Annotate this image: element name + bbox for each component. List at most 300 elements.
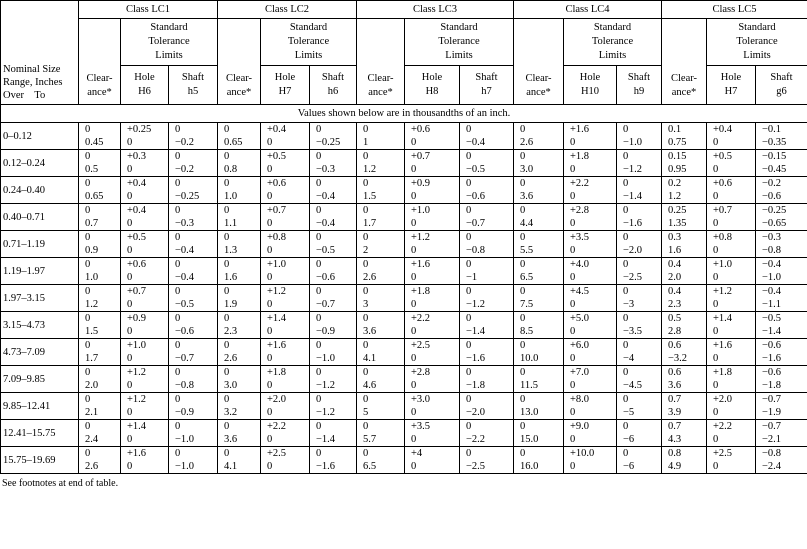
size-range-cell: 1.97–3.15 [1, 285, 79, 312]
value-lower: −3.2 [668, 352, 688, 364]
hole-header: Hole H8 [405, 66, 460, 105]
value-cell [79, 123, 121, 150]
value-lower: 0 [713, 190, 719, 202]
value-cell [310, 258, 357, 285]
size-range-cell: 0.40–0.71 [1, 204, 79, 231]
value-upper: 0 [363, 258, 369, 270]
value-lower: −0.9 [316, 325, 336, 337]
value-cell [662, 285, 707, 312]
value-cell [169, 123, 218, 150]
value-lower: −2.2 [466, 433, 486, 445]
value-upper: 0 [85, 366, 91, 378]
value-upper: +2.8 [411, 366, 431, 378]
value-lower: −0.6 [762, 190, 782, 202]
value-cell [662, 231, 707, 258]
value-cell [617, 393, 662, 420]
value-cell [310, 393, 357, 420]
value-upper: 0 [85, 204, 91, 216]
value-lower: −1.0 [175, 460, 195, 472]
value-upper: 0 [363, 312, 369, 324]
value-upper: 0 [85, 231, 91, 243]
value-upper: 0 [175, 204, 181, 216]
value-cell [261, 150, 310, 177]
value-upper: +2.2 [411, 312, 431, 324]
standard-tolerance-header: Standard Tolerance Limits [707, 19, 807, 66]
value-upper: 0 [85, 447, 91, 459]
value-lower: 7.5 [520, 298, 534, 310]
value-lower: 0 [127, 352, 133, 364]
value-cell [617, 123, 662, 150]
table-row [1, 123, 807, 150]
value-upper: 0 [316, 123, 322, 135]
value-upper: 0.6 [668, 339, 682, 351]
value-lower: −1.0 [623, 136, 643, 148]
value-lower: 8.5 [520, 325, 534, 337]
value-cell [460, 150, 514, 177]
value-upper: 0 [363, 150, 369, 162]
value-lower: −1.6 [623, 217, 643, 229]
value-cell [662, 366, 707, 393]
value-lower: 0.9 [85, 244, 99, 256]
value-lower: −6 [623, 433, 635, 445]
value-upper: 0.7 [668, 393, 682, 405]
value-lower: −0.4 [175, 271, 195, 283]
value-cell [121, 366, 169, 393]
value-upper: 0 [623, 420, 629, 432]
value-upper: +2.5 [713, 447, 733, 459]
value-lower: 1.7 [85, 352, 99, 364]
value-lower: −3.5 [623, 325, 643, 337]
value-cell [310, 177, 357, 204]
value-cell [121, 312, 169, 339]
value-upper: 0 [175, 123, 181, 135]
value-upper: 0 [466, 339, 472, 351]
value-upper: 0 [85, 177, 91, 189]
value-upper: 0 [466, 366, 472, 378]
value-lower: 0.75 [668, 136, 687, 148]
value-cell [357, 447, 405, 474]
value-lower: 0 [127, 406, 133, 418]
value-cell [514, 258, 564, 285]
value-lower: 2 [363, 244, 369, 256]
value-lower: 0 [267, 163, 273, 175]
value-cell [169, 231, 218, 258]
value-upper: 0 [466, 258, 472, 270]
value-upper: 0 [175, 339, 181, 351]
value-lower: −5 [623, 406, 635, 418]
value-cell [79, 150, 121, 177]
value-lower: 2.1 [85, 406, 99, 418]
value-lower: 0 [267, 379, 273, 391]
value-upper: 0 [363, 420, 369, 432]
value-upper: 0 [175, 258, 181, 270]
value-lower: 6.5 [363, 460, 377, 472]
value-lower: 3.6 [363, 325, 377, 337]
value-cell [707, 393, 756, 420]
value-lower: 2.0 [668, 271, 682, 283]
value-upper: +1.2 [127, 393, 147, 405]
value-cell [405, 204, 460, 231]
value-upper: 0 [224, 204, 230, 216]
value-lower: 0 [570, 325, 576, 337]
value-upper: +0.4 [127, 177, 147, 189]
value-lower: −1.8 [762, 379, 782, 391]
value-lower: 0 [127, 433, 133, 445]
value-lower: −1.0 [175, 433, 195, 445]
value-cell [662, 393, 707, 420]
value-lower: 0 [267, 352, 273, 364]
value-cell [169, 150, 218, 177]
value-cell [405, 258, 460, 285]
value-cell [756, 204, 807, 231]
value-lower: 0 [267, 325, 273, 337]
value-cell [564, 258, 617, 285]
value-cell [756, 366, 807, 393]
value-lower: 0 [570, 271, 576, 283]
nominal-size-header: Nominal Size Range, Inches Over To [1, 1, 79, 105]
value-upper: +1.2 [127, 366, 147, 378]
value-lower: 0 [127, 136, 133, 148]
value-upper: 0.25 [668, 204, 687, 216]
value-cell [121, 123, 169, 150]
value-cell [662, 177, 707, 204]
value-upper: +0.25 [127, 123, 152, 135]
value-upper: +1.2 [411, 231, 431, 243]
value-lower: 0 [713, 298, 719, 310]
value-cell [756, 285, 807, 312]
value-upper: 0 [316, 204, 322, 216]
value-lower: −0.4 [175, 244, 195, 256]
shaft-header: Shaft h5 [169, 66, 218, 105]
value-lower: 0 [713, 406, 719, 418]
value-upper: 0 [466, 150, 472, 162]
value-lower: 2.6 [363, 271, 377, 283]
value-lower: 0 [411, 217, 417, 229]
value-cell [617, 204, 662, 231]
value-cell [357, 204, 405, 231]
size-range-cell: 0–0.12 [1, 123, 79, 150]
value-lower: 3 [363, 298, 369, 310]
value-lower: 10.0 [520, 352, 539, 364]
shaft-header: Shaft g6 [756, 66, 807, 105]
shaft-header: Shaft h6 [310, 66, 357, 105]
value-cell [357, 366, 405, 393]
standard-tolerance-header: Standard Tolerance Limits [261, 19, 357, 66]
size-range-cell: 0.24–0.40 [1, 177, 79, 204]
value-upper: +1.2 [267, 285, 287, 297]
value-upper: 0 [224, 285, 230, 297]
value-upper: +0.3 [127, 150, 147, 162]
value-upper: 0 [175, 312, 181, 324]
value-cell [261, 231, 310, 258]
value-cell [460, 447, 514, 474]
value-upper: +4.0 [570, 258, 590, 270]
value-upper: +2.0 [713, 393, 733, 405]
value-lower: 0 [267, 406, 273, 418]
value-upper: +0.8 [267, 231, 287, 243]
value-lower: 0 [267, 217, 273, 229]
value-upper: 0 [316, 177, 322, 189]
value-cell [617, 177, 662, 204]
value-lower: 2.3 [224, 325, 238, 337]
value-upper: +2.2 [267, 420, 287, 432]
hole-header: Hole H7 [261, 66, 310, 105]
value-lower: 2.3 [668, 298, 682, 310]
value-cell [121, 420, 169, 447]
value-cell [405, 150, 460, 177]
value-lower: 3.6 [520, 190, 534, 202]
value-lower: 3.0 [224, 379, 238, 391]
value-cell [261, 420, 310, 447]
value-upper: 0 [224, 258, 230, 270]
value-lower: −0.35 [762, 136, 787, 148]
value-upper: 0 [363, 285, 369, 297]
value-cell [218, 447, 261, 474]
value-upper: 0 [520, 366, 526, 378]
value-cell [514, 312, 564, 339]
value-lower: −2.0 [623, 244, 643, 256]
value-cell [169, 420, 218, 447]
value-upper: 0 [466, 312, 472, 324]
value-cell [218, 204, 261, 231]
value-upper: 0 [520, 204, 526, 216]
value-upper: +1.8 [713, 366, 733, 378]
value-cell [310, 339, 357, 366]
value-upper: 0 [623, 339, 629, 351]
value-upper: 0 [623, 285, 629, 297]
value-lower: −1.2 [466, 298, 486, 310]
value-lower: 0 [411, 433, 417, 445]
value-upper: 0 [224, 312, 230, 324]
value-upper: +1.6 [411, 258, 431, 270]
value-upper: +0.6 [127, 258, 147, 270]
value-lower: 5.5 [520, 244, 534, 256]
value-upper: 0.1 [668, 123, 682, 135]
value-cell [662, 420, 707, 447]
value-cell [460, 285, 514, 312]
value-cell [514, 420, 564, 447]
value-cell [310, 366, 357, 393]
value-cell [218, 366, 261, 393]
value-upper: 0 [520, 123, 526, 135]
value-cell [564, 204, 617, 231]
value-lower: 1.2 [363, 163, 377, 175]
value-lower: 1.3 [224, 244, 238, 256]
value-cell [405, 285, 460, 312]
table-row [1, 258, 807, 285]
size-range-cell: 15.75–19.69 [1, 447, 79, 474]
value-cell [617, 339, 662, 366]
value-lower: −0.4 [316, 217, 336, 229]
value-upper: 0 [224, 150, 230, 162]
clearance-header: Clear- ance* [514, 19, 564, 105]
value-upper: +0.6 [267, 177, 287, 189]
value-lower: 1.6 [224, 271, 238, 283]
table-row [1, 393, 807, 420]
value-upper: −0.6 [762, 366, 782, 378]
value-upper: +0.7 [127, 285, 147, 297]
value-upper: −0.5 [762, 312, 782, 324]
value-lower: 0 [713, 460, 719, 472]
value-cell [460, 258, 514, 285]
value-upper: −0.1 [762, 123, 782, 135]
value-lower: 16.0 [520, 460, 539, 472]
value-upper: 0 [224, 393, 230, 405]
value-upper: −0.4 [762, 258, 782, 270]
value-upper: 0 [363, 204, 369, 216]
value-cell [514, 393, 564, 420]
value-upper: +3.5 [411, 420, 431, 432]
value-upper: 0 [316, 393, 322, 405]
value-lower: 0 [713, 136, 719, 148]
value-lower: −1.6 [466, 352, 486, 364]
value-lower: 0 [267, 460, 273, 472]
value-lower: −1 [466, 271, 478, 283]
value-lower: −0.4 [466, 136, 486, 148]
value-lower: −0.25 [175, 190, 200, 202]
value-lower: −1.0 [316, 352, 336, 364]
value-lower: −1.4 [623, 190, 643, 202]
size-range-cell: 12.41–15.75 [1, 420, 79, 447]
value-upper: 0 [520, 285, 526, 297]
value-cell [662, 204, 707, 231]
value-lower: 1 [363, 136, 369, 148]
value-upper: +3.5 [570, 231, 590, 243]
value-upper: 0.4 [668, 285, 682, 297]
value-lower: 2.8 [668, 325, 682, 337]
hole-header: Hole H6 [121, 66, 169, 105]
value-cell [357, 258, 405, 285]
value-upper: 0 [316, 150, 322, 162]
value-upper: 0 [520, 312, 526, 324]
value-cell [514, 150, 564, 177]
value-cell [79, 231, 121, 258]
value-upper: 0 [363, 123, 369, 135]
value-upper: 0 [175, 366, 181, 378]
class-header: Class LC1 [79, 1, 218, 19]
value-cell [564, 231, 617, 258]
value-upper: −0.25 [762, 204, 787, 216]
value-upper: 0 [85, 312, 91, 324]
value-upper: 0 [466, 447, 472, 459]
value-upper: 0.2 [668, 177, 682, 189]
value-lower: −1.9 [762, 406, 782, 418]
value-upper: +4.5 [570, 285, 590, 297]
value-cell [756, 447, 807, 474]
value-upper: 0 [224, 420, 230, 432]
value-cell [405, 420, 460, 447]
value-lower: −0.8 [466, 244, 486, 256]
class-header: Class LC5 [662, 1, 807, 19]
value-cell [169, 258, 218, 285]
value-cell [564, 366, 617, 393]
value-upper: 0 [520, 231, 526, 243]
value-cell [662, 339, 707, 366]
value-cell [564, 393, 617, 420]
value-upper: 0 [363, 393, 369, 405]
value-cell [218, 393, 261, 420]
value-lower: −0.8 [762, 244, 782, 256]
value-cell [460, 339, 514, 366]
value-lower: 0 [127, 244, 133, 256]
value-lower: 0 [267, 298, 273, 310]
value-cell [707, 339, 756, 366]
value-lower: −0.3 [316, 163, 336, 175]
value-cell [121, 231, 169, 258]
value-cell [460, 177, 514, 204]
value-upper: +0.7 [411, 150, 431, 162]
value-cell [707, 177, 756, 204]
value-cell [169, 285, 218, 312]
value-lower: 0 [267, 271, 273, 283]
value-cell [405, 177, 460, 204]
value-cell [79, 258, 121, 285]
value-lower: 4.1 [224, 460, 238, 472]
value-cell [261, 447, 310, 474]
value-lower: 0 [127, 217, 133, 229]
value-lower: 2.6 [520, 136, 534, 148]
value-cell [218, 420, 261, 447]
value-cell [564, 420, 617, 447]
value-lower: −1.1 [762, 298, 782, 310]
value-upper: +5.0 [570, 312, 590, 324]
value-upper: 0.6 [668, 366, 682, 378]
value-cell [564, 339, 617, 366]
value-lower: −1.2 [623, 163, 643, 175]
value-upper: +1.2 [713, 285, 733, 297]
value-lower: 0 [570, 460, 576, 472]
value-upper: 0 [363, 339, 369, 351]
value-upper: 0 [466, 420, 472, 432]
hole-header: Hole H10 [564, 66, 617, 105]
value-lower: 0 [267, 433, 273, 445]
value-lower: 0 [570, 379, 576, 391]
value-lower: 0 [411, 190, 417, 202]
value-upper: +1.8 [267, 366, 287, 378]
value-cell [617, 420, 662, 447]
value-upper: 0 [175, 393, 181, 405]
value-lower: −1.2 [316, 379, 336, 391]
value-upper: 0 [224, 339, 230, 351]
value-cell [460, 393, 514, 420]
value-upper: 0 [623, 204, 629, 216]
value-upper: 0.5 [668, 312, 682, 324]
size-range-cell: 0.12–0.24 [1, 150, 79, 177]
value-cell [121, 177, 169, 204]
value-lower: −0.6 [175, 325, 195, 337]
value-upper: +0.9 [411, 177, 431, 189]
value-lower: 0 [570, 163, 576, 175]
value-cell [514, 285, 564, 312]
value-cell [261, 366, 310, 393]
value-cell [310, 123, 357, 150]
value-upper: 0 [85, 150, 91, 162]
table-row [1, 150, 807, 177]
table-row [1, 312, 807, 339]
value-upper: +2.2 [713, 420, 733, 432]
value-lower: 0 [570, 136, 576, 148]
value-cell [707, 312, 756, 339]
value-lower: 1.1 [224, 217, 238, 229]
value-cell [169, 366, 218, 393]
value-upper: +3.0 [411, 393, 431, 405]
value-cell [121, 204, 169, 231]
value-upper: 0 [363, 231, 369, 243]
value-cell [756, 177, 807, 204]
value-upper: 0 [520, 447, 526, 459]
value-lower: 1.0 [224, 190, 238, 202]
value-lower: −1.4 [466, 325, 486, 337]
